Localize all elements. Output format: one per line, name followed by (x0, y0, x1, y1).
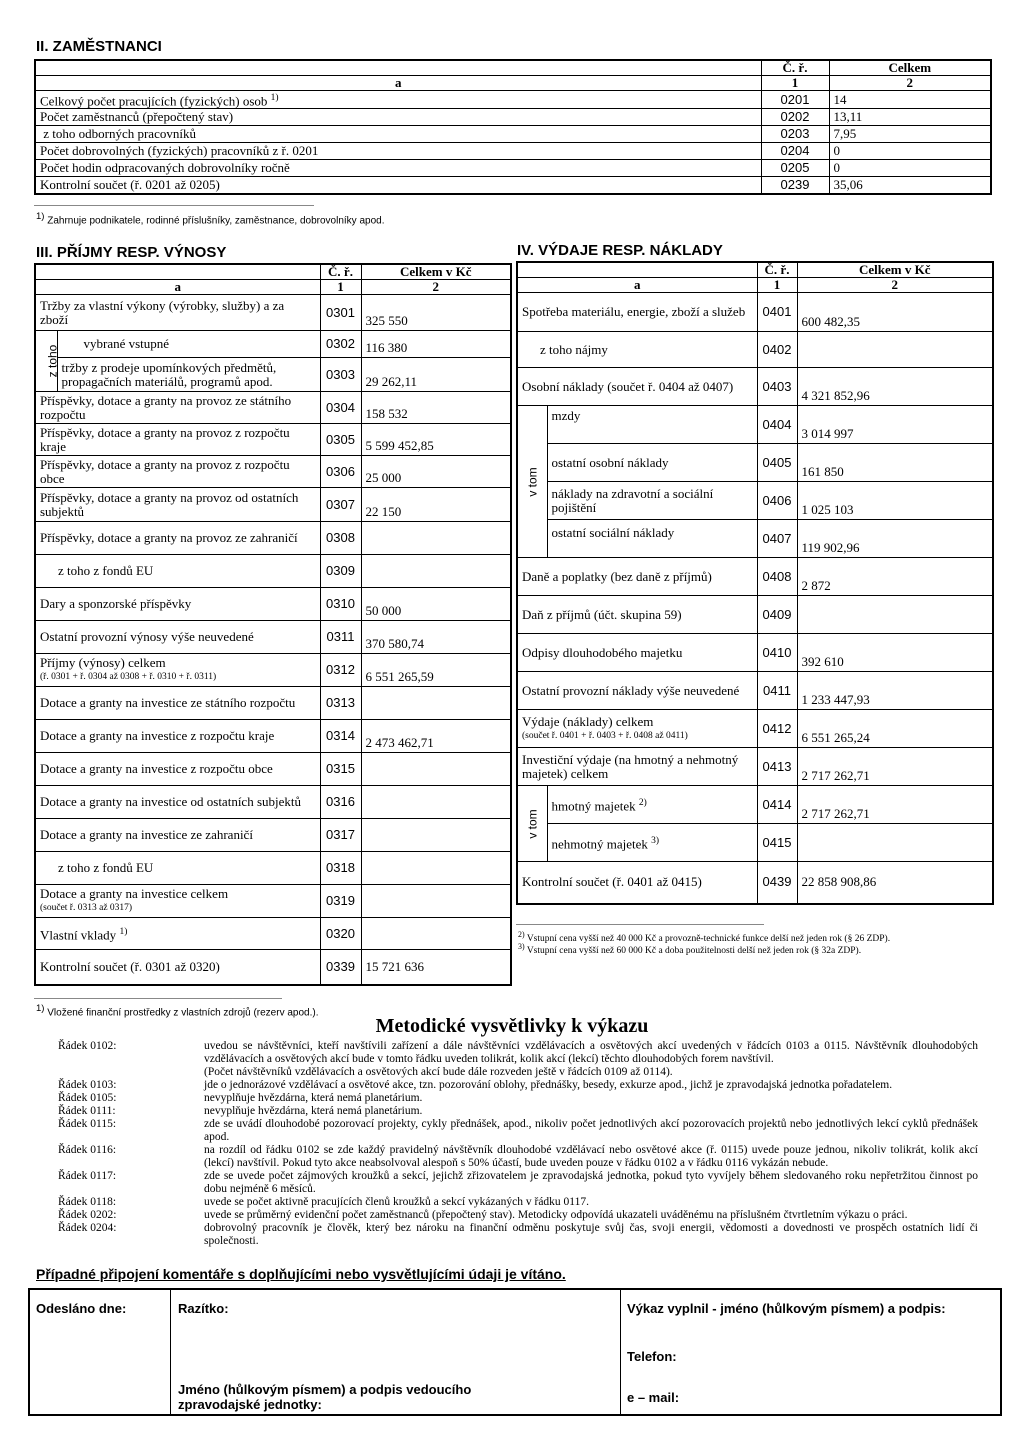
income-table: Č. ř. Celkem v Kč a 1 2 Tržby za vlastní výkony (výrobky, služby) a za zboží 0301 325 550 z toho vybrané vstupné 0302 116 380 tržby z prodeje upomínkových předmětů, propagačních materiálů, programů apod. 0303 29 262,11 Příspěvky, dotace a granty na provoz ze státního rozpočtu 0304 158 532 Příspěvky, dotace a granty na provoz z rozpočtu kraje 0305 5 599 452,85 Příspěvky, dotace a granty na provoz z rozpočtu obce 0306 25 000 Příspěvky, dotace a granty na provoz od ostatních subjektů 0307 22 150 Příspěvky, dotace a granty na provoz ze zahraničí 0308 z toho z fondů EU 0309 Dary a sponzorské příspěvky 0310 50 000 Ostatní provozní výnosy výše neuvedené 0311 370 580,74 Příjmy (výnosy) celkem (ř. 0301 + ř. 0304 až 0308 + ř. 0310 + ř. 0311) 0312 6 551 265,59 Dotace a granty na investice ze státního rozpočtu 0313 Dotace a granty na investice z rozpočtu kraje 0314 2 473 462,71 Dotace a granty na investice z rozpočtu obce 0315 Dotace a granty na investice od ostatních subjektů 0316 Dotace a granty na investice ze zahraničí 0317 z toho z fondů EU 0318 Dotace a granty na investice celkem (součet ř. 0313 až 0317) 0319 Vlastní vklady $^{1)}$ 0320 Kontrolní součet (ř. 0301 až 0320) 0339 15 721 636 (34, 263, 512, 986)
table-row: Příspěvky, dotace a granty na provoz ze zahraničí 0308 (35, 522, 511, 555)
sent-date-label: Odesláno dne: (36, 1301, 127, 1316)
table-row: Investiční výdaje (na hmotný a nehmotný majetek) celkem 0413 2 717 262,71 (517, 748, 993, 786)
table-row: Dotace a granty na investice z rozpočtu obce 0315 (35, 753, 511, 786)
list-item: Řádek 0102: uvedou se návštěvníci, kteří navštívili zařízení a dále návštěvníci vzdělávacích a osvětových akcí uvedených v řádcích 0103 a 0115. Návštěvník dlouhodobých vzdělávacích a osvětových akcí bude v tomto řádku uveden tolikrát, kolik akcí (lekcí) těchto dlouhodobých forem navštívil. (Počet návštěvníků vzdělávacích a osvětových akcí bude dále rozveden ještě v řádcích 0109 až 0114). (58, 1040, 978, 1078)
table-row: ostatní sociální náklady 0407 119 902,96 (517, 520, 993, 558)
section-4-title: IV. VÝDAJE RESP. NÁKLADY (517, 242, 723, 259)
table-row: ostatní osobní náklady 0405 161 850 (517, 444, 993, 482)
employees-table: Č. ř. Celkem a 1 2 Celkový počet pracujících (fyzických) osob $^{1)}$ 0201 14 Počet zaměstnanců (přepočtený stav) 0202 13,11 z toho odborných pracovníků 0203 7,95 Počet dobrovolných (fyzických) pracovníků z ř. 0201 0204 0 Počet hodin odpracovaných dobrovolníky ročně 0205 0 Kontrolní součet (ř. 0201 až 0205) 0239 35,06 (34, 59, 992, 195)
table-row: Spotřeba materiálu, energie, zboží a služeb 0401 600 482,35 (517, 293, 993, 332)
vertical-label-z-toho: z toho (35, 331, 57, 392)
table-row: Příspěvky, dotace a granty na provoz od ostatních subjektů 0307 22 150 (35, 488, 511, 522)
table-row: Počet hodin odpracovaných dobrovolníky ročně 0205 0 (35, 160, 991, 177)
table-row: Příjmy (výnosy) celkem (ř. 0301 + ř. 0304 až 0308 + ř. 0310 + ř. 0311) 0312 6 551 265,59 (35, 654, 511, 687)
table-row: Dotace a granty na investice ze státního rozpočtu 0313 (35, 687, 511, 720)
table-row: Kontrolní součet (ř. 0301 až 0320) 0339 15 721 636 (35, 950, 511, 985)
email-label: e – mail: (627, 1390, 680, 1405)
expenses-table: Č. ř. Celkem v Kč a 1 2 Spotřeba materiálu, energie, zboží a služeb 0401 600 482,35 z toho nájmy 0402 Osobní náklady (součet ř. 0404 až 0407) 0403 4 321 852,96 v tom mzdy 0404 3 014 997 ostatní osobní náklady 0405 161 850 náklady na zdravotní a sociální pojištění 0406 1 025 103 ostatní sociální náklady 0407 119 902,96 Daně a poplatky (bez daně z příjmů) 0408 2 872 Daň z příjmů (účt. skupina 59) 0409 Odpisy dlouhodobého majetku 0410 392 610 Ostatní provozní náklady výše neuvedené 0411 1 233 447,93 Výdaje (náklady) celkem (součet ř. 0401 + ř. 0403 + ř. 0408 až 0411) 0412 6 551 265,24 Investiční výdaje (na hmotný a nehmotný majetek) celkem 0413 2 717 262,71 v tom hmotný majetek $^{2)}$ 0414 2 717 262,71 nehmotný majetek $^{3)}$ 0415 Kontrolní součet (ř. 0401 až 0415) 0439 22 858 908,86 (516, 261, 994, 905)
col-total: Celkem (829, 60, 991, 76)
explanations-list (58, 1040, 978, 1248)
table-row: Počet zaměstnanců (přepočtený stav) 0202 13,11 (35, 109, 991, 126)
table-row: Příspěvky, dotace a granty na provoz ze státního rozpočtu 0304 158 532 (35, 392, 511, 424)
list-item: Řádek 0118: uvede se počet aktivně pracujících členů kroužků a sekcí vykázaných v řádku 0117. (58, 1196, 589, 1208)
table-row: Dotace a granty na investice ze zahraničí 0317 (35, 819, 511, 852)
list-item: Řádek 0103: jde o jednorázové vzdělávací a osvětové akce, tzn. pozorování oblohy, přednášky, besedy, exkurze apod., jichž je zpravodajská jednotka pořadatelem. (58, 1079, 893, 1091)
expenses-footnote-2: $^{2)}$ Vstupní cena vyšší než 40 000 Kč a provozně-technické funkce delší než jeden rok (§ 26 ZDP). (518, 930, 891, 945)
col-cr: Č. ř. (761, 60, 829, 76)
table-row: Tržby za vlastní výkony (výrobky, služby) a za zboží 0301 325 550 (35, 295, 511, 331)
table-row: v tom mzdy 0404 3 014 997 (517, 406, 993, 444)
signature-box (28, 1288, 1002, 1416)
table-row: Osobní náklady (součet ř. 0404 až 0407) 0403 4 321 852,96 (517, 368, 993, 406)
list-item: Řádek 0117: zde se uvede počet zájmových kroužků a sekcí, jejichž zřizovatelem je zpravodajská jednotka, pokud tyto vyvíjely během sledovaného roku nepřetržitou činnost po dobu nejméně 6 měsíců. (58, 1170, 978, 1195)
vertical-label-v-tom-2: v tom (517, 786, 547, 862)
table-row: Dary a sponzorské příspěvky 0310 50 000 (35, 588, 511, 621)
filled-by-label: Výkaz vyplnil - jméno (hůlkovým písmem) a podpis: (627, 1301, 946, 1316)
list-item: Řádek 0115: zde se uvádí dlouhodobé pozorovací projekty, cykly přednášek, apod., nikoliv počet jednotlivých akcí pozorovacích projektů nebo jednotlivých lekcí cyklů přednášek apod. (58, 1118, 978, 1143)
table-row: Ostatní provozní náklady výše neuvedené 0411 1 233 447,93 (517, 672, 993, 710)
section-3-title: III. PŘÍJMY RESP. VÝNOSY (36, 244, 227, 261)
table-row: nehmotný majetek $^{3)}$ 0415 (517, 824, 993, 862)
expenses-footnote-3: $^{3)}$ Vstupní cena vyšší než 60 000 Kč a doba použitelnosti delší než jeden rok (§ 32a ZDP). (518, 942, 862, 957)
table-row: v tom hmotný majetek $^{2)}$ 0414 2 717 262,71 (517, 786, 993, 824)
table-row: Daně a poplatky (bez daně z příjmů) 0408 2 872 (517, 558, 993, 596)
table-row: Kontrolní součet (ř. 0401 až 0415) 0439 22 858 908,86 (517, 862, 993, 904)
phone-label: Telefon: (627, 1349, 677, 1364)
table-row: Počet dobrovolných (fyzických) pracovníků z ř. 0201 0204 0 (35, 143, 991, 160)
table-row: z toho vybrané vstupné 0302 116 380 (35, 331, 511, 358)
list-item: Řádek 0105: nevyplňuje hvězdárna, která nemá planetárium. (58, 1092, 423, 1104)
list-item: Řádek 0111: nevyplňuje hvězdárna, která nemá planetárium. (58, 1105, 423, 1117)
table-row: z toho z fondů EU 0309 (35, 555, 511, 588)
table-row: tržby z prodeje upomínkových předmětů, propagačních materiálů, programů apod. 0303 29 262,11 (35, 358, 511, 392)
list-item: Řádek 0116: na rozdíl od řádku 0102 se zde každý pravidelný návštěvník dlouhodobé vzdělávací nebo osvětové akce (ř. 0115) uvede pouze jednou, nikoliv tolikrát, kolik akcí (lekcí) navštívil. Pokud tyto akce neabsolvoval alespoň s 50% účastí, bude uveden pouze v řádku 0102 a v řádku 0116 vykázán nebude. (58, 1144, 978, 1169)
list-item: Řádek 0202: uvede se průměrný evidenční počet zaměstnanců (přepočtený stav). Metodicky odpovídá ukazateli uváděnému na příslušném čtvrtletním výkazu o práci. (58, 1209, 908, 1221)
list-item: Řádek 0204: dobrovolný pracovník je člověk, který bez nároku na finanční odměnu poskytuje svůj čas, svoji energii, vědomosti a dovednosti ve prospěch ostatních lidí či společnosti. (58, 1222, 978, 1247)
table-row: Dotace a granty na investice od ostatních subjektů 0316 (35, 786, 511, 819)
comment-note: Případné připojení komentáře s doplňujícími nebo vysvětlujícími údaji je vítáno. (36, 1266, 566, 1282)
explanations-title: Metodické vysvětlivky k výkazu (375, 1015, 649, 1037)
table-row: Příspěvky, dotace a granty na provoz z rozpočtu obce 0306 25 000 (35, 456, 511, 488)
table-row: Ostatní provozní výnosy výše neuvedené 0311 370 580,74 (35, 621, 511, 654)
table-row: Příspěvky, dotace a granty na provoz z rozpočtu kraje 0305 5 599 452,85 (35, 424, 511, 456)
table-row: Dotace a granty na investice celkem (součet ř. 0313 až 0317) 0319 (35, 885, 511, 918)
table-row: Kontrolní součet (ř. 0201 až 0205) 0239 35,06 (35, 177, 991, 194)
table-row: Vlastní vklady $^{1)}$ 0320 (35, 918, 511, 950)
table-row: Odpisy dlouhodobého majetku 0410 392 610 (517, 634, 993, 672)
table-row: z toho odborných pracovníků 0203 7,95 (35, 126, 991, 143)
table-row: z toho nájmy 0402 (517, 332, 993, 368)
table-row: Dotace a granty na investice z rozpočtu kraje 0314 2 473 462,71 (35, 720, 511, 753)
section-2-title: II. ZAMĚSTNANCI (36, 38, 162, 55)
head-signature-label: Jméno (hůlkovým písmem) a podpis vedoucího zpravodajské jednotky: (178, 1382, 472, 1412)
table-row: náklady na zdravotní a sociální pojištění 0406 1 025 103 (517, 482, 993, 520)
table-row: Daň z příjmů (účt. skupina 59) 0409 (517, 596, 993, 634)
stamp-label: Razítko: (178, 1301, 229, 1316)
income-footnote: $^{1)}$ Vložené finanční prostředky z vlastních zdrojů (rezerv apod.). (36, 1003, 319, 1019)
table-row: z toho z fondů EU 0318 (35, 852, 511, 885)
employees-footnote: $^{1)}$ Zahrnuje podnikatele, rodinné příslušníky, zaměstnance, dobrovolníky apod. (36, 211, 385, 227)
vertical-label-v-tom: v tom (517, 406, 547, 558)
table-row: Výdaje (náklady) celkem (součet ř. 0401 + ř. 0403 + ř. 0408 až 0411) 0412 6 551 265,24 (517, 710, 993, 748)
table-row: Celkový počet pracujících (fyzických) osob $^{1)}$ 0201 14 (35, 91, 991, 109)
